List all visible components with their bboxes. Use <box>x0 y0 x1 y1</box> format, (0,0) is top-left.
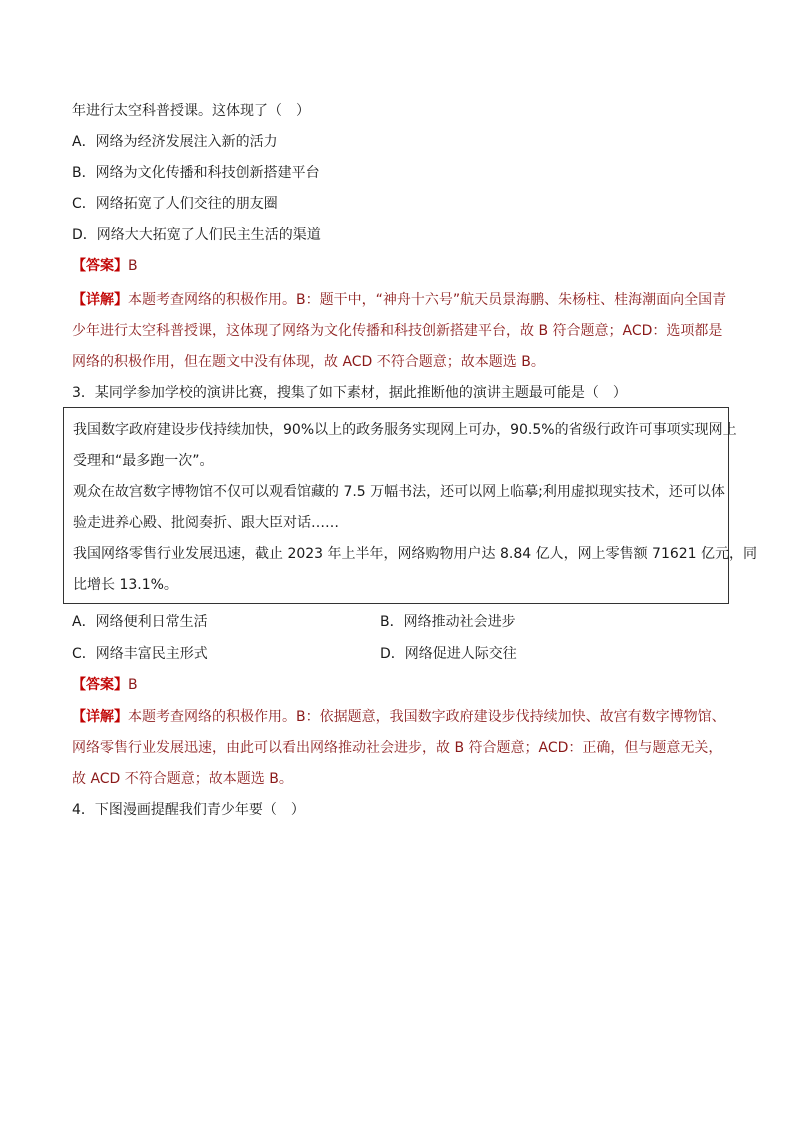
q2-detail-line-2: 少年进行太空科普授课，这体现了网络为文化传播和科技创新搭建平台，故 B 符合题意；ACD：选项都是 <box>72 323 723 339</box>
q2-option-c: C．网络拓宽了人们交往的朋友圈 <box>72 196 278 212</box>
q3-answer-value: B <box>128 677 138 693</box>
q3-answer <box>72 675 138 695</box>
q3-material-line-1: 我国数字政府建设步伐持续加快，90%以上的政务服务实现网上可办，90.5%的省级行政许可事项实现网上 <box>73 422 737 438</box>
q2-detail-text-1: 本题考查网络的积极作用。B：题干中，“神舟十六号”航天员景海鹏、朱杨柱、桂海潮面向全国青 <box>128 292 727 308</box>
q3-material-line-3: 观众在故宫数字博物馆不仅可以观看馆藏的 7.5 万幅书法，还可以网上临摹;利用虚拟现实技术，还可以体 <box>73 484 725 500</box>
q3-material-line-4: 验走进养心殿、批阅奏折、跟大臣对话…… <box>73 515 339 531</box>
q3-option-b: B．网络推动社会进步 <box>380 614 516 630</box>
q2-stem-tail: 年进行太空科普授课。这体现了（ ） <box>72 103 310 119</box>
q3-detail-text-1: 本题考查网络的积极作用。B：依据题意，我国数字政府建设步伐持续加快、故宫有数字博物馆、 <box>128 709 726 725</box>
q2-answer <box>72 256 138 276</box>
q3-detail-line-3: 故 ACD 不符合题意；故本题选 B。 <box>72 771 293 787</box>
q3-material-line-2: 受理和“最多跑一次”。 <box>73 453 214 469</box>
q2-answer-tag: 【答案】 <box>72 258 128 274</box>
q2-option-b: B．网络为文化传播和科技创新搭建平台 <box>72 165 320 181</box>
q2-option-a: A．网络为经济发展注入新的活力 <box>72 134 278 150</box>
q3-option-a: A．网络便利日常生活 <box>72 614 208 630</box>
q3-material-line-6: 比增长 13.1%。 <box>73 577 178 593</box>
q3-stem: 3．某同学参加学校的演讲比赛，搜集了如下素材，据此推断他的演讲主题最可能是（ ） <box>72 385 627 401</box>
q2-answer-value: B <box>128 258 138 274</box>
q3-material-line-5: 我国网络零售行业发展迅速，截止 2023 年上半年，网络购物用户达 8.84 亿人，网上零售额 71621 亿元，同 <box>73 546 758 562</box>
q3-detail-line-1 <box>72 707 726 727</box>
q3-option-d: D．网络促进人际交往 <box>380 646 517 662</box>
q3-material-box <box>63 407 758 604</box>
q3-detail-line-2: 网络零售行业发展迅速，由此可以看出网络推动社会进步，故 B 符合题意；ACD：正确，但与题意无关， <box>72 740 723 756</box>
q3-detail-tag: 【详解】 <box>72 709 128 725</box>
q2-detail-tag: 【详解】 <box>72 292 128 308</box>
q4-stem: 4．下图漫画提醒我们青少年要（ ） <box>72 802 305 818</box>
q2-detail-line-1 <box>72 290 726 310</box>
q2-option-d: D．网络大大拓宽了人们民主生活的渠道 <box>72 227 321 243</box>
q2-detail-line-3: 网络的积极作用，但在题文中没有体现，故 ACD 不符合题意；故本题选 B。 <box>72 354 545 370</box>
q3-answer-tag: 【答案】 <box>72 677 128 693</box>
q3-option-c: C．网络丰富民主形式 <box>72 646 208 662</box>
